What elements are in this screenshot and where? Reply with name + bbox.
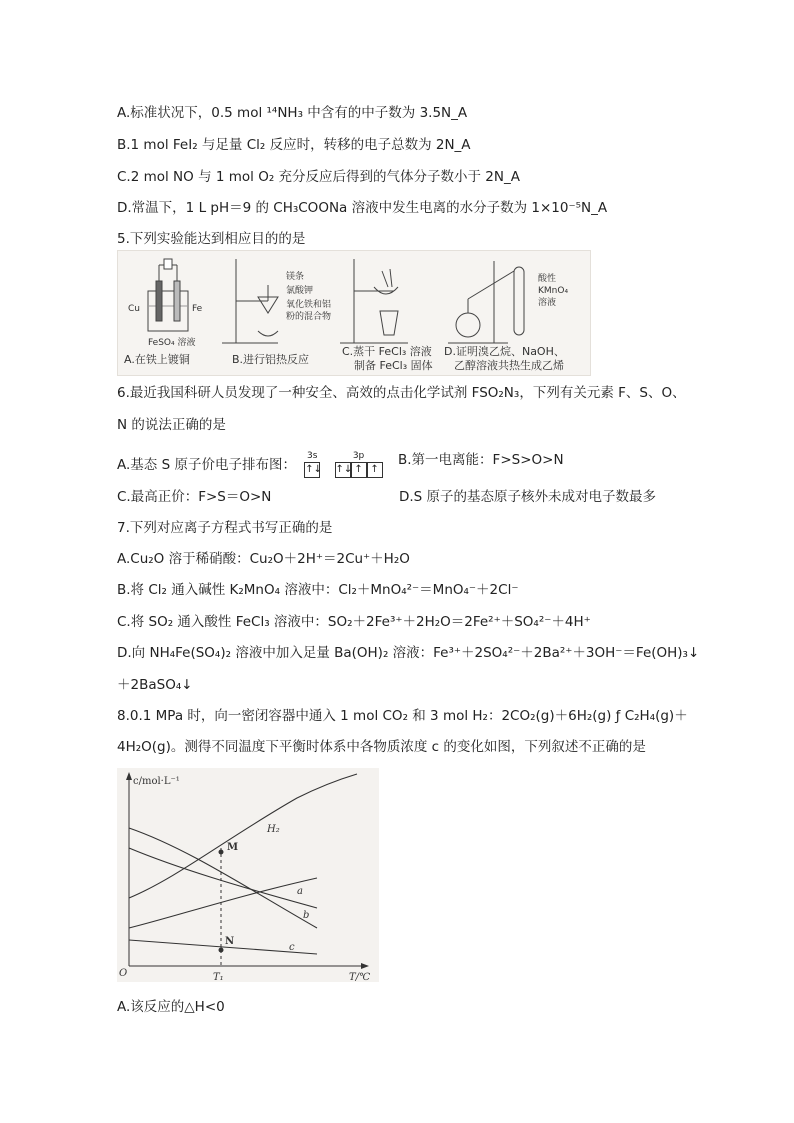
q4-option-a: A.标准状况下，0.5 mol ¹⁴NH₃ 中含有的中子数为 3.5N_A: [117, 105, 468, 121]
q7-option-a: A.Cu₂O 溶于稀硝酸：Cu₂O＋2H⁺＝2Cu⁺＋H₂O: [117, 551, 410, 567]
q6-option-c: C.最高正价：F>S＝O>N: [117, 489, 272, 505]
curve-upper: [129, 828, 317, 928]
label-h2: H₂: [267, 824, 280, 835]
q8-stem-line2: 4H₂O(g)。测得不同温度下平衡时体系中各物质浓度 c 的变化如图，下列叙述不正确的是: [117, 739, 646, 755]
q4-option-c: C.2 mol NO 与 1 mol O₂ 充分反应后得到的气体分子数小于 2N_A: [117, 169, 520, 185]
label-d5: 乙醇溶液共热生成乙烯: [454, 359, 564, 372]
t1-label: T₁: [213, 972, 224, 982]
label-b: b: [303, 910, 310, 921]
label-a2: Fe: [192, 304, 203, 314]
q7-stem: 7.下列对应离子方程式书写正确的是: [117, 520, 333, 536]
q7-option-b: B.将 Cl₂ 通入碱性 K₂MnO₄ 溶液中：Cl₂＋MnO₄²⁻＝MnO₄⁻＋2Cl⁻: [117, 582, 519, 598]
label-a: a: [297, 886, 303, 897]
label-a1: Cu: [128, 304, 140, 314]
apparatus-c: [340, 259, 408, 343]
q6-option-a-text: A.基态 S 原子价电子排布图：: [117, 457, 296, 473]
q7-option-d-line2: ＋2BaSO₄↓: [117, 677, 193, 693]
apparatus-a: [148, 259, 188, 331]
orbital-box: ↑: [351, 462, 367, 478]
label-c1: C.蒸干 FeCl₃ 溶液: [342, 345, 432, 358]
label-c: c: [289, 942, 295, 953]
q6-stem-line2: N 的说法正确的是: [117, 417, 226, 433]
label-d4: D.证明溴乙烷、NaOH、: [444, 345, 565, 358]
orbital-diagram: [304, 451, 382, 479]
q8-stem-line1: 8.0.1 MPa 时，向一密闭容器中通入 1 mol CO₂ 和 3 mol H₂：2CO₂(g)＋6H₂(g) ƒ C₂H₄(g)＋: [117, 708, 688, 724]
q6-option-a: [117, 451, 383, 479]
label-b2: 氯酸钾: [286, 286, 314, 296]
label-a3: FeSO₄ 溶液: [148, 338, 196, 348]
y-axis-label: c/mol·L⁻¹: [133, 776, 180, 787]
point-n-label: N: [225, 936, 235, 947]
orbital-3p-label: 3p: [352, 451, 365, 461]
q6-stem-line1: 6.最近我国科研人员发现了一种安全、高效的点击化学试剂 FSO₂N₃，下列有关元素 F、S、O、: [117, 385, 686, 401]
orbital-box: ↑↓: [304, 462, 320, 478]
q6-option-b: B.第一电离能：F>S>O>N: [398, 452, 564, 468]
apparatus-d: [448, 261, 524, 343]
orbital-box: ↑↓: [335, 462, 351, 478]
curve-h2: [129, 774, 357, 898]
label-b3: 氧化铁和铝: [286, 300, 332, 310]
q5-stem: 5.下列实验能达到相应目的的是: [117, 231, 306, 247]
point-m-label: M: [227, 842, 239, 853]
q4-option-b: B.1 mol FeI₂ 与足量 Cl₂ 反应时，转移的电子总数为 2N_A: [117, 137, 471, 153]
q7-option-d-line1: D.向 NH₄Fe(SO₄)₂ 溶液中加入足量 Ba(OH)₂ 溶液：Fe³⁺＋2SO₄²⁻＋2Ba²⁺＋3OH⁻＝Fe(OH)₃↓: [117, 645, 700, 661]
label-a4: A.在铁上镀铜: [124, 353, 190, 366]
apparatus-b: [222, 259, 278, 343]
q8-option-a: A.该反应的△H<0: [117, 999, 225, 1015]
experiment-apparatus-figure: [117, 250, 591, 376]
label-b4: 粉的混合物: [286, 312, 332, 322]
x-axis-label: T/℃: [349, 972, 371, 982]
origin-label: O: [119, 968, 128, 979]
label-b5: B.进行铝热反应: [232, 353, 310, 366]
q7-option-c: C.将 SO₂ 通入酸性 FeCl₃ 溶液中：SO₂＋2Fe³⁺＋2H₂O＝2Fe²⁺＋SO₄²⁻＋4H⁺: [117, 614, 591, 630]
label-b1: 镁条: [286, 272, 305, 282]
q4-option-d: D.常温下，1 L pH＝9 的 CH₃COONa 溶液中发生电离的水分子数为 1×10⁻⁵N_A: [117, 200, 608, 216]
concentration-temperature-graph: [117, 768, 379, 982]
label-d1: 酸性: [538, 274, 557, 284]
label-c2: 制备 FeCl₃ 固体: [354, 359, 433, 372]
q6-option-d: D.S 原子的基态原子核外未成对电子数最多: [399, 489, 657, 505]
orbital-box: ↑: [367, 462, 383, 478]
orbital-3s-label: 3s: [307, 451, 318, 461]
curve-b: [129, 848, 317, 908]
label-d3: 溶液: [538, 298, 557, 308]
label-d2: KMnO₄: [538, 286, 569, 296]
curve-a: [129, 878, 317, 928]
